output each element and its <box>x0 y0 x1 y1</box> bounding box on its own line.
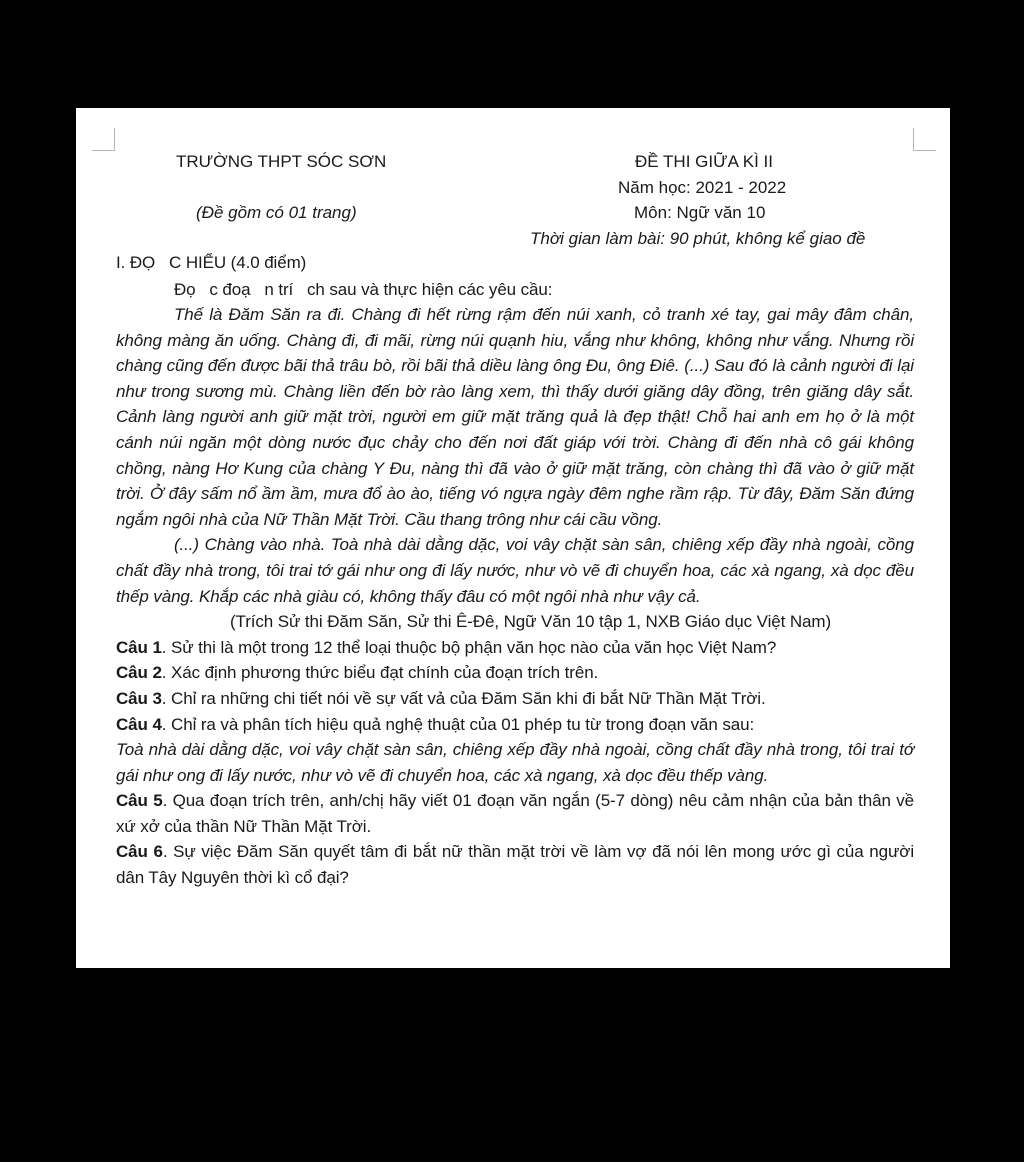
passage-paragraph-2: (...) Chàng vào nhà. Toà nhà dài dằng dặc, voi vây chặt sàn sân, chiêng xếp đầy nhà ngoài, cồng chất đầy nhà trong, tôi trai tớ gái như ong đi lấy nước, như vò vẽ đi chuyển hoa, các xà ngang, xà dọc đều thếp vàng. Khắp các nhà giàu có, không thấy đâu có một ngôi nhà như vậy cả. <box>116 535 914 606</box>
section-instruction: Đọ c đoạ n trí ch sau và thực hiện các yêu cầu: <box>174 280 553 299</box>
passage-source: (Trích Sử thi Đăm Săn, Sử thi Ê-Đê, Ngữ Văn 10 tập 1, NXB Giáo dục Việt Nam) <box>230 612 832 632</box>
exam-body <box>116 249 914 891</box>
question-6 <box>116 839 914 890</box>
question-label: Câu 5 <box>116 791 163 811</box>
school-year: Năm học: 2021 - 2022 <box>618 178 787 197</box>
question-text: . Chỉ ra và phân tích hiệu quả nghệ thuật của 01 phép tu từ trong đoạn văn sau: <box>161 714 755 734</box>
exam-title: ĐỀ THI GIỮA KÌ II <box>635 152 773 171</box>
question-label: Câu 6 <box>116 842 163 862</box>
page-corner-mark-top-left <box>92 128 115 151</box>
question-label: Câu 4 <box>116 714 162 734</box>
question-text: . Sử thi là một trong 12 thể loại thuộc bộ phận văn học nào của văn học Việt Nam? <box>161 637 777 657</box>
time-limit: Thời gian làm bài: 90 phút, không kể giao đề <box>530 229 866 248</box>
exam-page <box>76 108 950 968</box>
question-4 <box>116 712 914 738</box>
passage-paragraph-1: Thế là Đăm Săn ra đi. Chàng đi hết rừng rậm đến núi xanh, cỏ tranh xé tay, gai mây đâm chân, không màng ăn uống. Chàng đi, đi mãi, rừng núi quạnh hiu, vắng như không, không như vắng. Nhưng rồi chàng cũng đến được bãi thả trâu bò, rồi bãi thả diều làng ông Đu, ông Điê. (...) Sau đó là cảnh người đi lại như trong sương mù. Chàng liền đến bờ rào làng xem, thì thấy dưới giăng dây đồng, trên giăng dây sắt. Cảnh làng người anh giữ mặt trời, người em giữ mặt trăng quả là đẹp thật! Chỗ hai anh em họ ở là một cánh núi ngăn một dòng nước đục chảy cho đến nơi đất giáp với trời. Chàng đi đến nhà cô gái không chồng, nàng Hơ Kung của chàng Y Đu, nàng thì đã vào ở giữ mặt trăng, còn chàng thì đã vào ở giữ mặt trời. Ở đây sấm nổ ầm ầm, mưa đổ ào ào, tiếng vó ngựa ngày đêm nghe rầm rập. Từ đây, Đăm Săn đứng ngắm ngôi nhà của Nữ Thần Mặt Trời. Cầu thang trông như cái cầu vồng. <box>116 305 914 529</box>
question-4-quote: Toà nhà dài dằng dặc, voi vây chặt sàn sân, chiêng xếp đầy nhà ngoài, cồng chất đầy nhà trong, tôi trai tớ gái như ong đi lấy nước, như vò vẽ đi chuyển hoa, các xà ngang, xà dọc đều thếp vàng. <box>116 740 914 785</box>
question-text: . Sự việc Đăm Săn quyết tâm đi bắt nữ thần mặt trời về làm vợ đã nói lên mong ước gì của người dân Tây Nguyên thời kì cổ đại? <box>116 842 914 888</box>
question-text: . Qua đoạn trích trên, anh/chị hãy viết 01 đoạn văn ngắn (5-7 dòng) nêu cảm nhận của bản thân về xứ xở của thần Nữ Thần Mặt Trời. <box>116 791 914 836</box>
question-3 <box>116 686 914 712</box>
question-5 <box>116 788 914 839</box>
question-label: Câu 2 <box>116 663 162 683</box>
question-label: Câu 3 <box>116 688 162 708</box>
question-text: . Xác định phương thức biểu đạt chính của đoạn trích trên. <box>161 663 599 683</box>
question-2 <box>116 660 914 686</box>
question-text: . Chỉ ra những chi tiết nói về sự vất vả của Đăm Săn khi đi bắt Nữ Thần Mặt Trời. <box>161 688 766 708</box>
question-label: Câu 1 <box>116 637 162 657</box>
section-heading: I. ĐỌ C HIỂU (4.0 điểm) <box>116 253 307 272</box>
page-count-note: (Đề gồm có 01 trang) <box>196 203 357 222</box>
subject: Môn: Ngữ văn 10 <box>634 203 766 222</box>
page-corner-mark-top-right <box>913 128 936 151</box>
question-1 <box>116 635 914 661</box>
school-name: TRƯỜNG THPT SÓC SƠN <box>176 152 387 171</box>
